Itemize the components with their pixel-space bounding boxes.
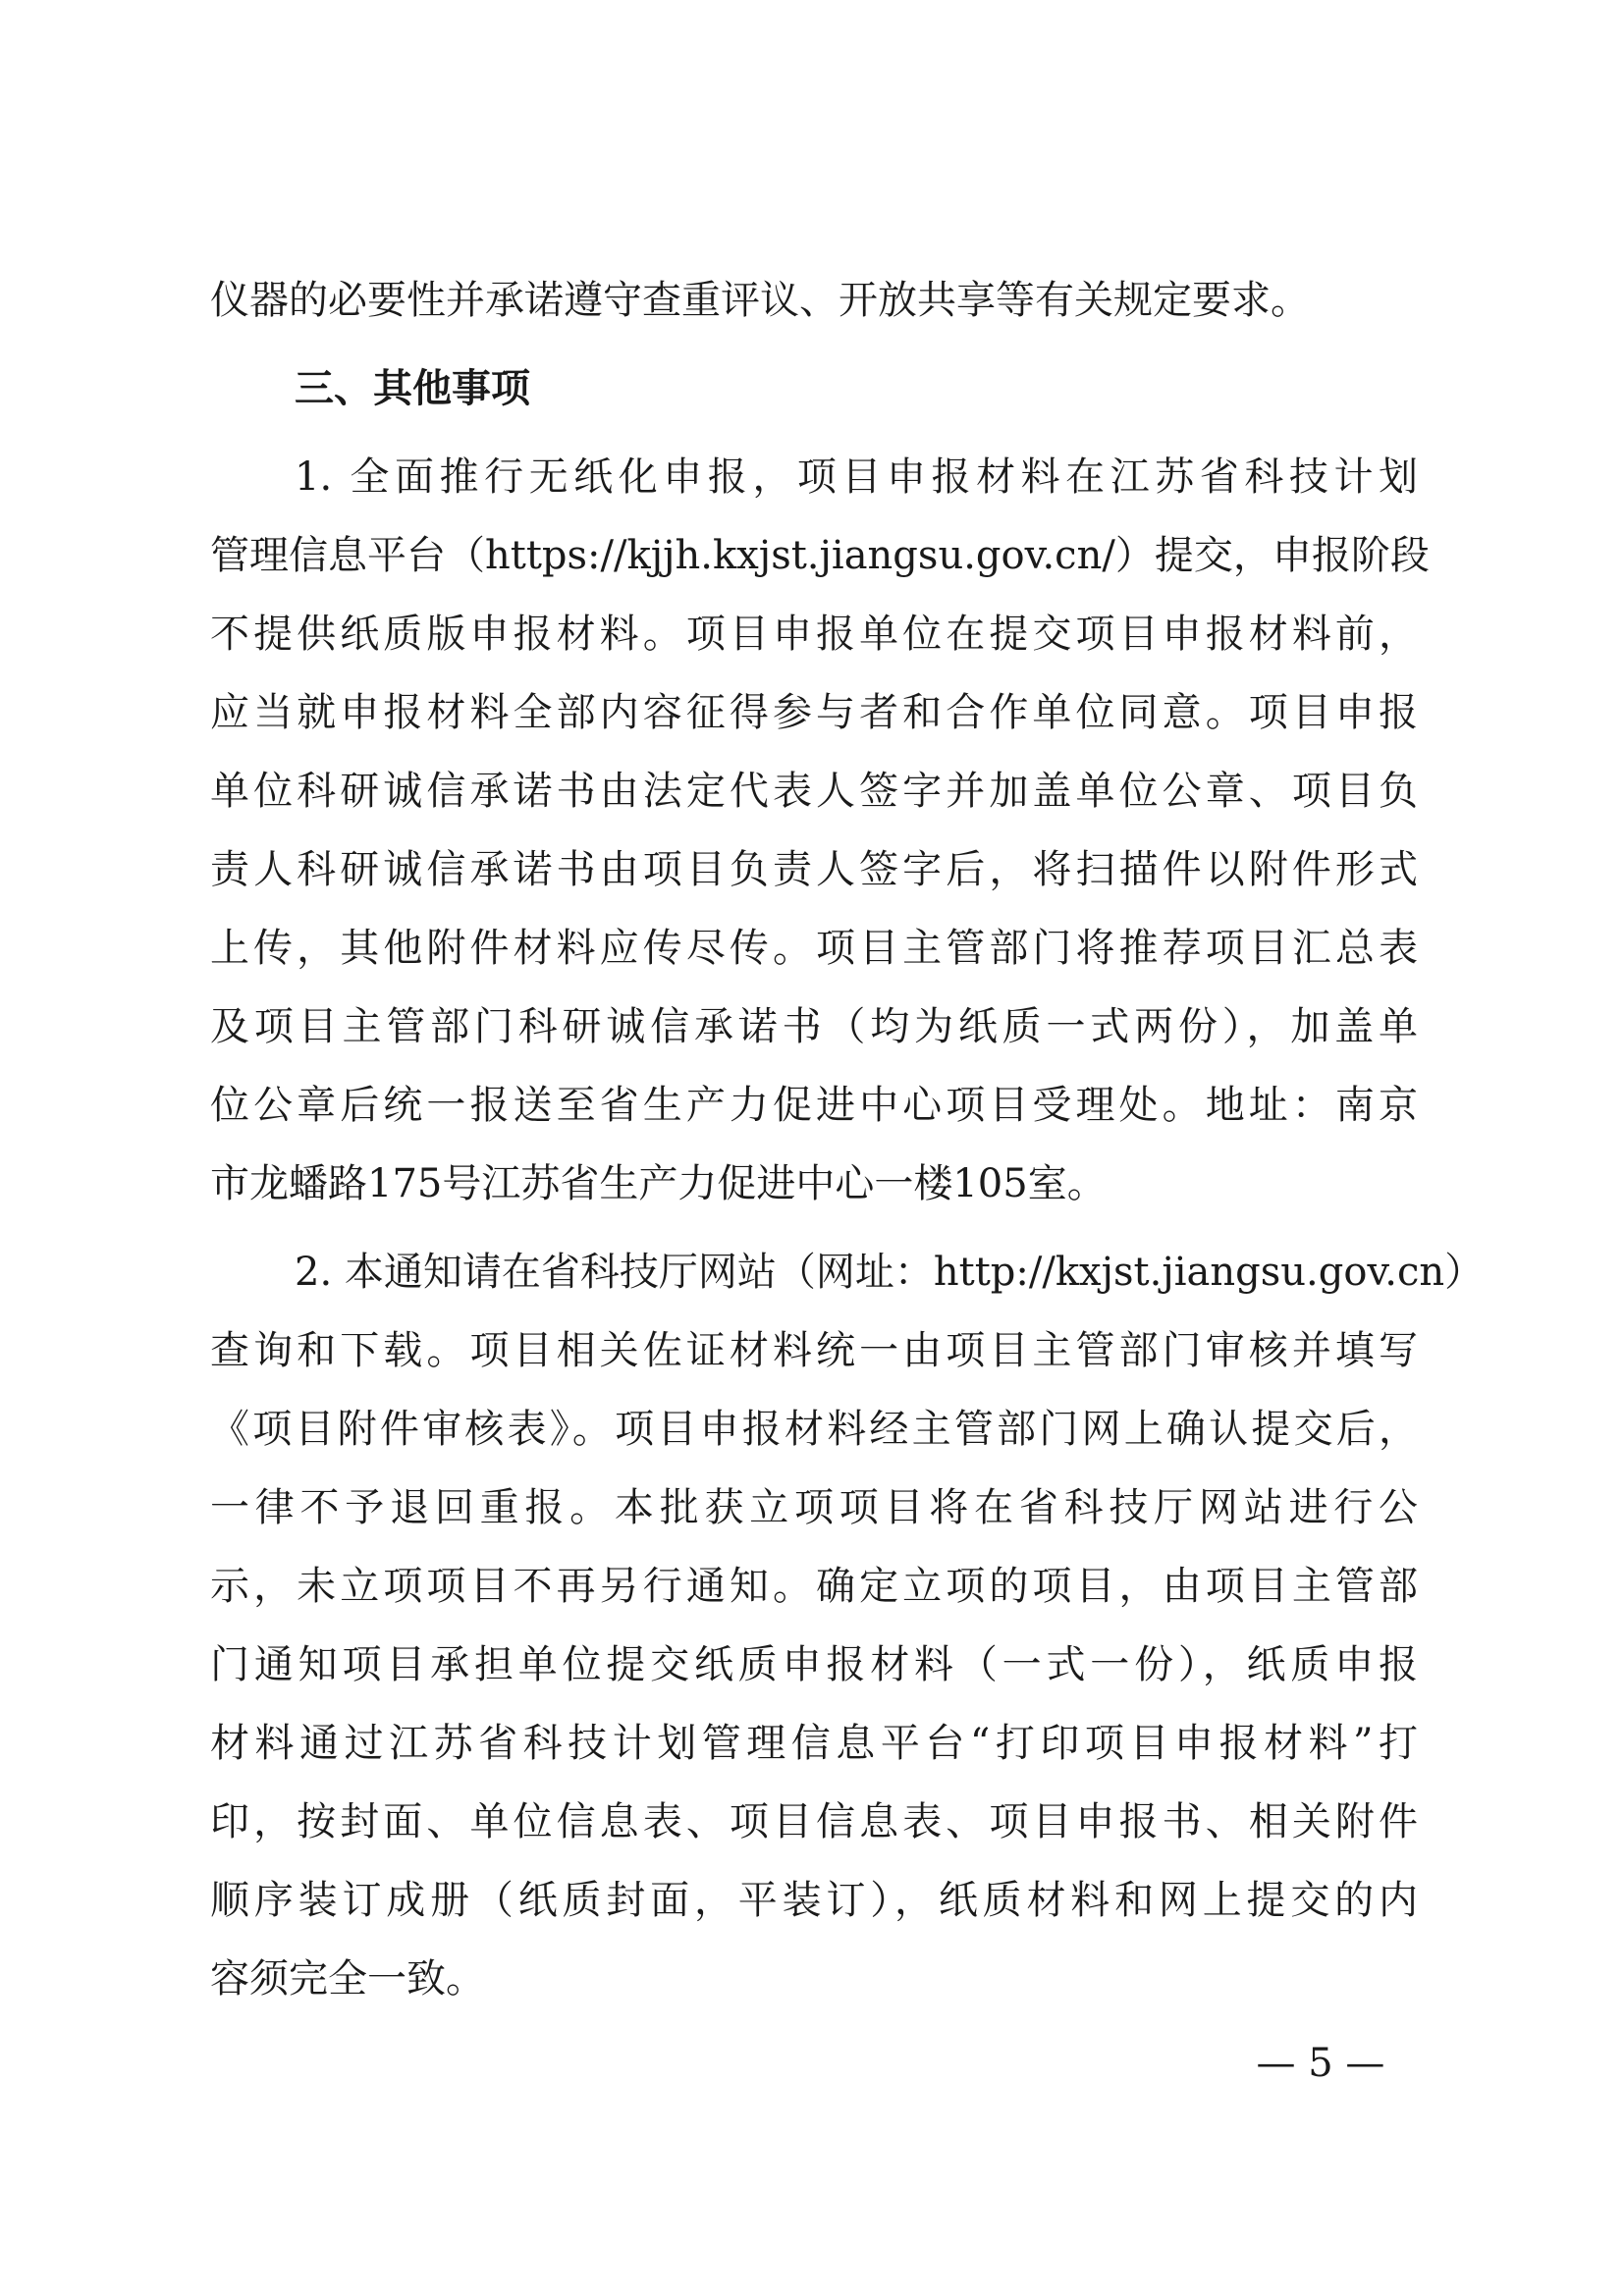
item-1-line: 责人科研诚信承诺书由项目负责人签字后，将扫描件以附件形式 xyxy=(210,847,1418,892)
item-1-line: 及项目主管部门科研诚信承诺书（均为纸质一式两份），加盖单 xyxy=(210,1004,1418,1049)
item-1-line: 应当就申报材料全部内容征得参与者和合作单位同意。项目申报 xyxy=(210,690,1418,735)
item-1-line: 管理信息平台（https://kjjh.kxjst.jiangsu.gov.cn/）提交，申报阶段 xyxy=(210,533,1430,578)
item-2-line: 门通知项目承担单位提交纸质申报材料（一式一份），纸质申报 xyxy=(210,1642,1418,1687)
item-1-line: 市龙蟠路175号江苏省生产力促进中心一楼105室。 xyxy=(210,1161,1107,1206)
section-heading: 三、其他事项 xyxy=(295,366,530,411)
item-1-line: 上传，其他附件材料应传尽传。项目主管部门将推荐项目汇总表 xyxy=(210,926,1418,971)
item-2-line: 顺序装订成册（纸质封面，平装订），纸质材料和网上提交的内 xyxy=(210,1878,1418,1923)
item-2-line: 《项目附件审核表》。项目申报材料经主管部门网上确认提交后， xyxy=(210,1407,1418,1452)
item-2-line: 材料通过江苏省科技计划管理信息平台“打印项目申报材料”打 xyxy=(210,1721,1418,1766)
item-2-line: 示，未立项项目不再另行通知。确定立项的项目，由项目主管部 xyxy=(210,1564,1418,1609)
page-number: — 5 — xyxy=(1256,2041,1385,2086)
item-2-line: 容须完全一致。 xyxy=(210,1956,485,2002)
item-2-line: 2. 本通知请在省科技厅网站（网址：http://kxjst.jiangsu.gov.cn） xyxy=(295,1250,1485,1295)
item-2-line: 印，按封面、单位信息表、项目信息表、项目申报书、相关附件 xyxy=(210,1799,1418,1844)
item-1-line: 位公章后统一报送至省生产力促进中心项目受理处。地址：南京 xyxy=(210,1083,1418,1128)
item-1-line: 单位科研诚信承诺书由法定代表人签字并加盖单位公章、项目负 xyxy=(210,769,1418,814)
continuation-line: 仪器的必要性并承诺遵守查重评议、开放共享等有关规定要求。 xyxy=(210,278,1310,323)
item-2-line: 一律不予退回重报。本批获立项项目将在省科技厅网站进行公 xyxy=(210,1485,1418,1530)
item-1-line: 不提供纸质版申报材料。项目申报单位在提交项目申报材料前， xyxy=(210,612,1418,657)
item-1-line: 1. 全面推行无纸化申报，项目申报材料在江苏省科技计划 xyxy=(295,454,1418,500)
item-2-line: 查询和下载。项目相关佐证材料统一由项目主管部门审核并填写 xyxy=(210,1328,1418,1373)
